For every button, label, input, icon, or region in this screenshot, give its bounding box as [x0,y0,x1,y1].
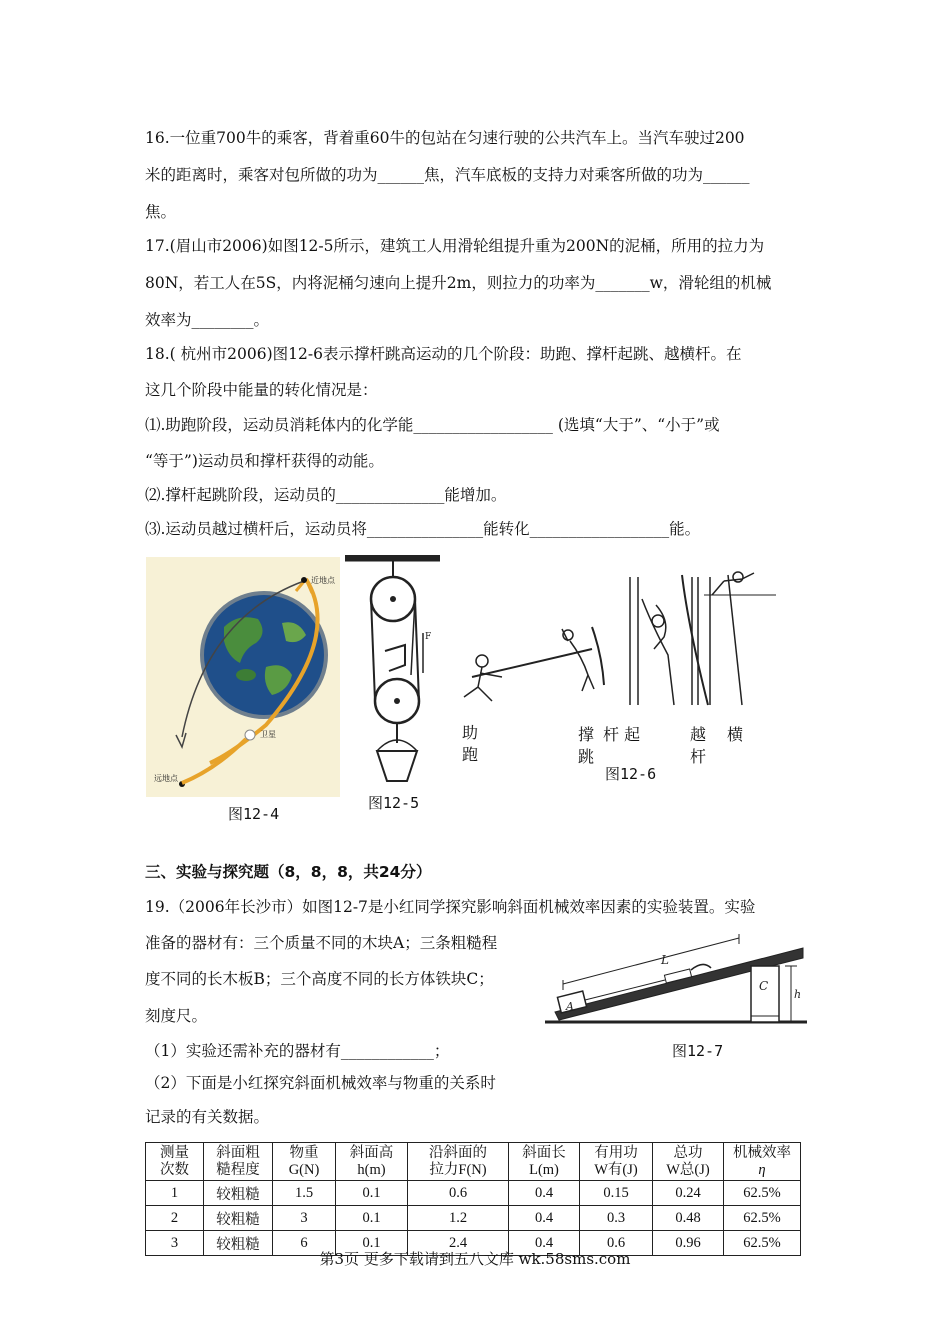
table-cell: 1 [146,1181,204,1206]
near-point-label: 近地点 [311,576,335,585]
fig6-label-yue-2: 杆 [690,747,707,766]
table-cell: 较粗糙 [204,1206,273,1231]
table-cell: 0.4 [509,1206,580,1231]
table-cell: 较粗糙 [204,1231,273,1256]
page-footer: 第3页 更多下载请到五八文库 wk.58sms.com [319,1250,631,1268]
table-row [146,1181,801,1206]
fig6-label-run-1: 助 [462,723,479,742]
fig6-label-chengtiao-2: 跳 [578,747,595,766]
height-label: h [794,988,802,1001]
header-height: 斜面高 h(m) [336,1143,408,1181]
fig6-label-qi: 杆 起 [603,725,641,744]
section3-heading: 三、实验与探究题（8，8，8，共24分） [145,863,432,881]
q19-line4: 刻度尺。 [145,1007,208,1025]
table-cell: 较粗糙 [204,1181,273,1206]
block-a-label: A [566,1000,574,1013]
table-cell: 3 [146,1231,204,1256]
figure-12-6-caption: 图12-6 [605,765,657,783]
table-cell: 6 [273,1231,336,1256]
fig6-label-chengtiao-1: 撑 [578,725,595,744]
table-cell: 3 [273,1206,336,1231]
table-cell: 0.4 [509,1181,580,1206]
fig6-label-run-2: 跑 [462,745,479,764]
q18-line5: ⑵.撑杆起跳阶段，运动员的______________能增加。 [145,486,507,504]
header-weight: 物重 G(N) [273,1143,336,1181]
q19-line2: 准备的器材有：三个质量不同的木块A；三条粗糙程 [145,934,498,952]
q16-line1: 16.一位重700牛的乘客，背着重60牛的包站在匀速行驶的公共汽车上。当汽车驶过200 [145,129,745,147]
header-total-work: 总功 W总(J) [653,1143,724,1181]
q16-line2: 米的距离时，乘客对包所做的功为______焦，汽车底板的支持力对乘客所做的功为______ [145,166,750,184]
q16-line3: 焦。 [145,203,177,221]
satellite-label: 卫星 [260,730,276,739]
figure-12-4-orbit [146,557,340,797]
table-cell: 0.6 [408,1181,509,1206]
table-cell: 0.96 [653,1231,724,1256]
length-label: L [661,953,669,967]
q19-line7: 记录的有关数据。 [145,1108,270,1126]
table-row [146,1206,801,1231]
fig6-label-yue-1: 越 [690,725,707,744]
fig6-label-heng: 横 [727,725,744,744]
figure-12-7-caption: 图12-7 [672,1042,724,1060]
q18-line4: “等于”)运动员和撑杆获得的动能。 [145,452,384,470]
table-cell: 0.1 [336,1206,408,1231]
table-cell: 0.48 [653,1206,724,1231]
table-header-row [146,1143,801,1181]
table-cell: 0.4 [509,1231,580,1256]
q17-line1: 17.(眉山市2006)如图12-5所示，建筑工人用滑轮组提升重为200N的泥桶，所用的拉力为 [145,237,765,255]
q19-line5: （1）实验还需补充的器材有____________； [145,1042,450,1060]
q18-line6: ⑶.运动员越过横杆后，运动员将_______________能转化__________________能。 [145,520,701,538]
incline-efficiency-table [145,1142,801,1256]
header-length: 斜面长 L(m) [509,1143,580,1181]
q17-line3: 效率为________。 [145,311,270,329]
figure-12-4-caption: 图12-4 [228,805,280,823]
table-cell: 1.5 [273,1181,336,1206]
table-cell: 0.24 [653,1181,724,1206]
header-useful-work: 有用功 W有(J) [580,1143,653,1181]
figure-12-6-pole-vault [442,565,782,715]
table-cell: 2 [146,1206,204,1231]
table-cell: 62.5% [724,1206,801,1231]
header-efficiency: 机械效率 η [724,1143,801,1181]
far-point-label: 远地点 [154,774,178,783]
q19-line3: 度不同的长木板B；三个高度不同的长方体铁块C； [145,970,494,988]
block-c-label: C [759,979,769,993]
q19-line6: （2）下面是小红探究斜面机械效率与物重的关系时 [145,1074,496,1092]
force-label: F [425,632,432,642]
table-cell: 2.4 [408,1231,509,1256]
board-b-label: B [681,996,690,1009]
figure-12-5-caption: 图12-5 [368,794,420,812]
q18-line3: ⑴.助跑阶段，运动员消耗体内的化学能__________________ (选填“大于”、“小于”或 [145,416,720,434]
table-cell: 0.1 [336,1181,408,1206]
table-cell: 0.1 [336,1231,408,1256]
header-roughness: 斜面粗 糙程度 [204,1143,273,1181]
table-cell: 0.6 [580,1231,653,1256]
table-cell: 62.5% [724,1181,801,1206]
figure-12-7-incline [545,930,807,1028]
header-trial: 测量 次数 [146,1143,204,1181]
table-cell: 0.3 [580,1206,653,1231]
q19-line1: 19.（2006年长沙市）如图12-7是小红同学探究影响斜面机械效率因素的实验装置。实验 [145,898,756,916]
q18-line1: 18.( 杭州市2006)图12-6表示撑杆跳高运动的几个阶段：助跑、撑杆起跳、越横杆。在 [145,345,742,363]
figure-12-5-pulley [345,555,440,785]
q17-line2: 80N，若工人在5S，内将泥桶匀速向上提升2m，则拉力的功率为_______w，滑轮组的机械 [145,274,772,292]
q18-line2: 这几个阶段中能量的转化情况是： [145,381,378,399]
header-pull-force: 沿斜面的 拉力F(N) [408,1143,509,1181]
table-cell: 1.2 [408,1206,509,1231]
table-cell: 0.15 [580,1181,653,1206]
table-cell: 62.5% [724,1231,801,1256]
